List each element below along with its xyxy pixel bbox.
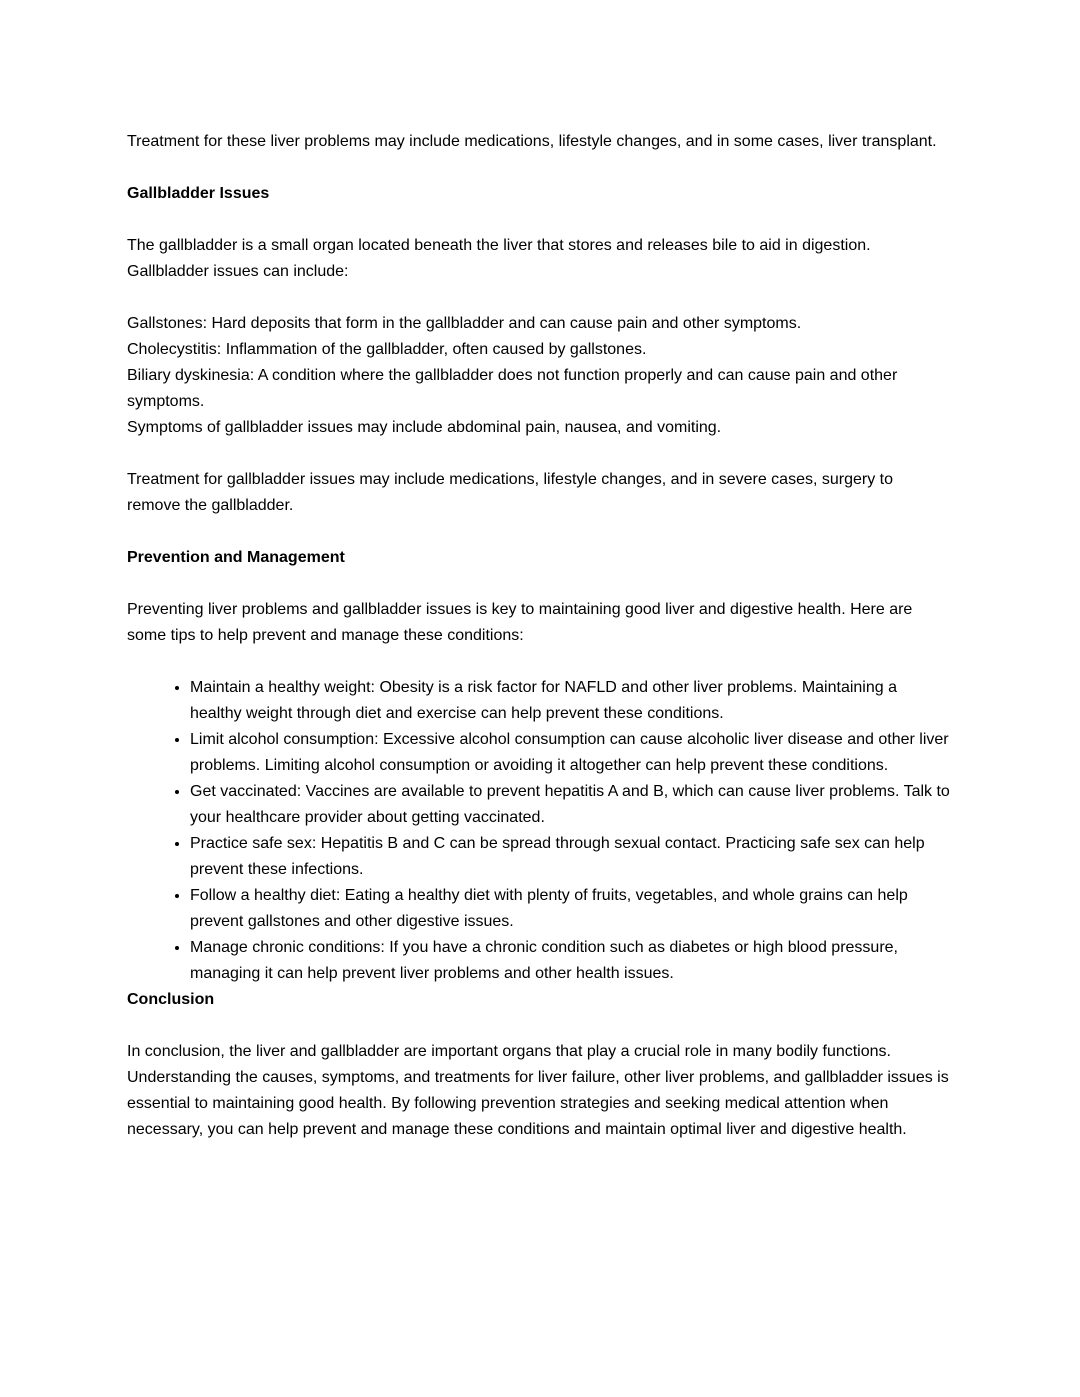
- heading-prevention-management: Prevention and Management: [127, 549, 345, 566]
- text-line-gallstones: Gallstones: Hard deposits that form in the gallbladder and can cause pain and other symptoms.: [127, 315, 802, 332]
- paragraph-gallbladder-intro: The gallbladder is a small organ located beneath the liver that stores and releases bile to aid in digestion. Gallbladder issues can include:: [127, 237, 871, 280]
- heading-conclusion: Conclusion: [127, 991, 215, 1008]
- text-line-biliary-dyskinesia: Biliary dyskinesia: A condition where the gallbladder does not function properly and can cause pain and other symptoms.: [127, 367, 898, 410]
- paragraph-conclusion: In conclusion, the liver and gallbladder are important organs that play a crucial role in many bodily functions. Understanding the causes, symptoms, and treatments for liver failure, other liver problems, and gallbladder issues is essential to maintaining good health. By following prevention strategies and seeking medical attention when necessary, you can help prevent and manage these conditions and maintain optimal liver and digestive health.: [127, 1043, 949, 1138]
- paragraph-gallbladder-conditions: [127, 311, 949, 441]
- paragraph-prevention-intro: Preventing liver problems and gallbladder issues is key to maintaining good liver and digestive health. Here are some tips to help prevent and manage these conditions:: [127, 601, 913, 644]
- prevention-tips-list: [127, 675, 950, 987]
- paragraph-liver-treatment: Treatment for these liver problems may include medications, lifestyle changes, and in some cases, liver transplant.: [127, 133, 937, 150]
- text-line-cholecystitis: Cholecystitis: Inflammation of the gallbladder, often caused by gallstones.: [127, 341, 647, 358]
- paragraph-gallbladder-treatment: Treatment for gallbladder issues may include medications, lifestyle changes, and in severe cases, surgery to remove the gallbladder.: [127, 471, 894, 514]
- list-item-limit-alcohol: • Limit alcohol consumption: Excessive alcohol consumption can cause alcoholic liver disease and other liver problems. Limiting alcohol consumption or avoiding it altogether can help prevent these conditions.: [190, 727, 950, 779]
- list-item-practice-safe-sex: • Practice safe sex: Hepatitis B and C can be spread through sexual contact. Practicing safe sex can help prevent these infections.: [190, 831, 950, 883]
- list-item-healthy-diet: • Follow a healthy diet: Eating a healthy diet with plenty of fruits, vegetables, and whole grains can help prevent gallstones and other digestive issues.: [190, 883, 950, 935]
- list-item-healthy-weight: • Maintain a healthy weight: Obesity is a risk factor for NAFLD and other liver problems. Maintaining a healthy weight through diet and exercise can help prevent these conditions.: [190, 675, 950, 727]
- heading-gallbladder-issues: Gallbladder Issues: [127, 185, 270, 202]
- list-item-manage-chronic-conditions: • Manage chronic conditions: If you have a chronic condition such as diabetes or high blood pressure, managing it can help prevent liver problems and other health issues.: [190, 935, 950, 987]
- text-line-gallbladder-symptoms: Symptoms of gallbladder issues may include abdominal pain, nausea, and vomiting.: [127, 419, 722, 436]
- list-item-get-vaccinated: • Get vaccinated: Vaccines are available to prevent hepatitis A and B, which can cause liver problems. Talk to your healthcare provider about getting vaccinated.: [190, 779, 950, 831]
